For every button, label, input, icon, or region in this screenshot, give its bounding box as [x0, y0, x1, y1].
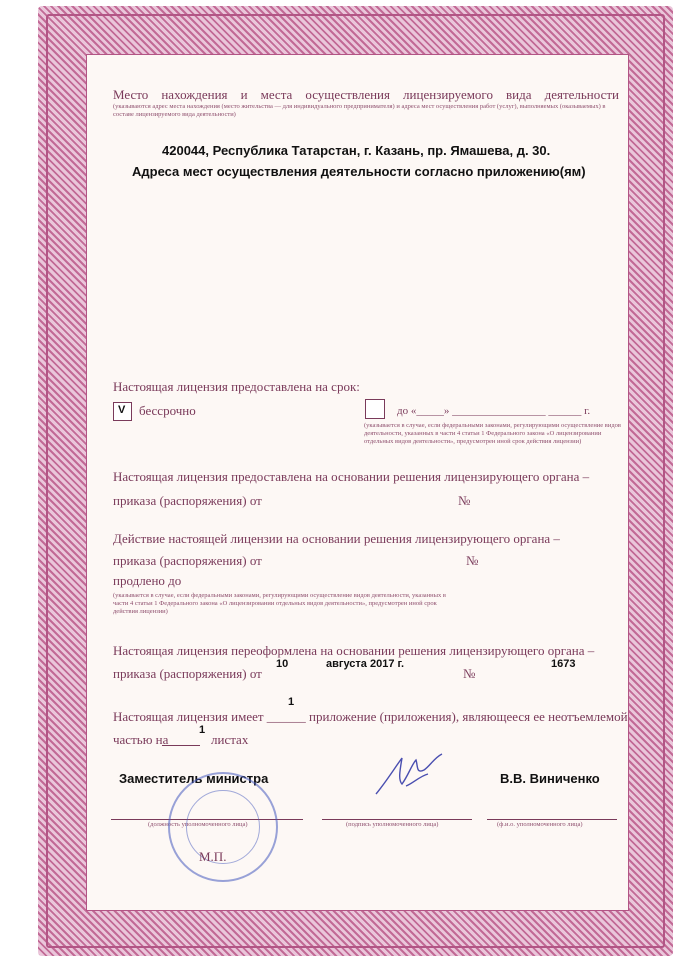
attachments-count: 1	[288, 696, 295, 708]
sheets-underline	[162, 745, 200, 746]
signature-underline	[322, 819, 472, 820]
attachments-sheets: 1	[199, 724, 206, 736]
until-checkbox	[365, 399, 385, 419]
addresses-note: Адреса мест осуществления деятельности согласно приложению(ям)	[132, 164, 586, 179]
basis-number-sign: №	[458, 493, 471, 508]
unlimited-checkbox	[113, 402, 132, 421]
address: 420044, Республика Татарстан, г. Казань, пр. Ямашева, д. 30.	[162, 143, 551, 158]
location-heading: Место нахождения и места осуществления лицензируемого вида деятельности	[113, 87, 619, 102]
extension-number-sign: №	[466, 553, 479, 568]
signer-name: В.В. Виниченко	[500, 771, 600, 786]
position-caption: (должность уполномоченного лица)	[148, 821, 248, 828]
extension-line2: приказа (распоряжения) от	[113, 553, 262, 568]
basis-line1: Настоящая лицензия предоставлена на основании решения лицензирующего органа –	[113, 469, 590, 484]
name-underline	[487, 819, 617, 820]
until-label: до «_____» _________________ ______ г.	[397, 405, 591, 417]
check-mark: V	[118, 404, 126, 416]
reissue-day: 10	[276, 658, 289, 670]
official-seal	[168, 772, 278, 882]
signer-position: Заместитель министра	[119, 771, 269, 786]
attachments-line2-pre: частью на	[113, 732, 169, 747]
extension-note: (указывается в случае, если федеральными законами, регулирующими осуществление видов деятельности, указанных в части 4 статьи 1 Федерального закона «О лицензировании отдельных видов деятельности», предусмотрен иной срок действия лицензии)	[113, 592, 446, 615]
term-heading: Настоящая лицензия предоставлена на срок:	[113, 379, 360, 394]
reissue-month-year: августа 2017 г.	[326, 658, 405, 670]
extended-until: продлено до	[113, 573, 182, 588]
name-caption: (ф.и.о. уполномоченного лица)	[497, 821, 583, 828]
reissue-line2: приказа (распоряжения) от	[113, 666, 262, 681]
attachments-line1: Настоящая лицензия имеет ______ приложение (приложения), являющееся ее неотъемлемой	[113, 709, 628, 724]
extension-line1: Действие настоящей лицензии на основании решения лицензирующего органа –	[113, 531, 560, 546]
signature-caption: (подпись уполномоченного лица)	[346, 821, 439, 828]
until-note: (указывается в случае, если федеральными законами, регулирующими осуществление видов деятельности, указанных в части 4 статьи 1 Федерального закона «О лицензировании отдельных видов деятельности», предусмотрен иной срок действия лицензии)	[364, 422, 621, 445]
reissue-number-sign: №	[463, 666, 476, 681]
stamp-place: М.П.	[199, 849, 227, 864]
reissue-line1: Настоящая лицензия переоформлена на основании решения лицензирующего органа –	[113, 643, 595, 658]
location-note: (указываются адрес места нахождения (место жительства — для индивидуального предпринимателя) и адреса мест осуществления работ (услуг), выполняемых (оказываемых) в составе лицензируемого вида деятельности)	[113, 103, 606, 118]
unlimited-label: бессрочно	[139, 403, 196, 418]
reissue-number: 1673	[551, 658, 576, 670]
signature-mark	[372, 748, 447, 800]
basis-line2: приказа (распоряжения) от	[113, 493, 262, 508]
attachments-line2-post: листах	[211, 732, 249, 747]
